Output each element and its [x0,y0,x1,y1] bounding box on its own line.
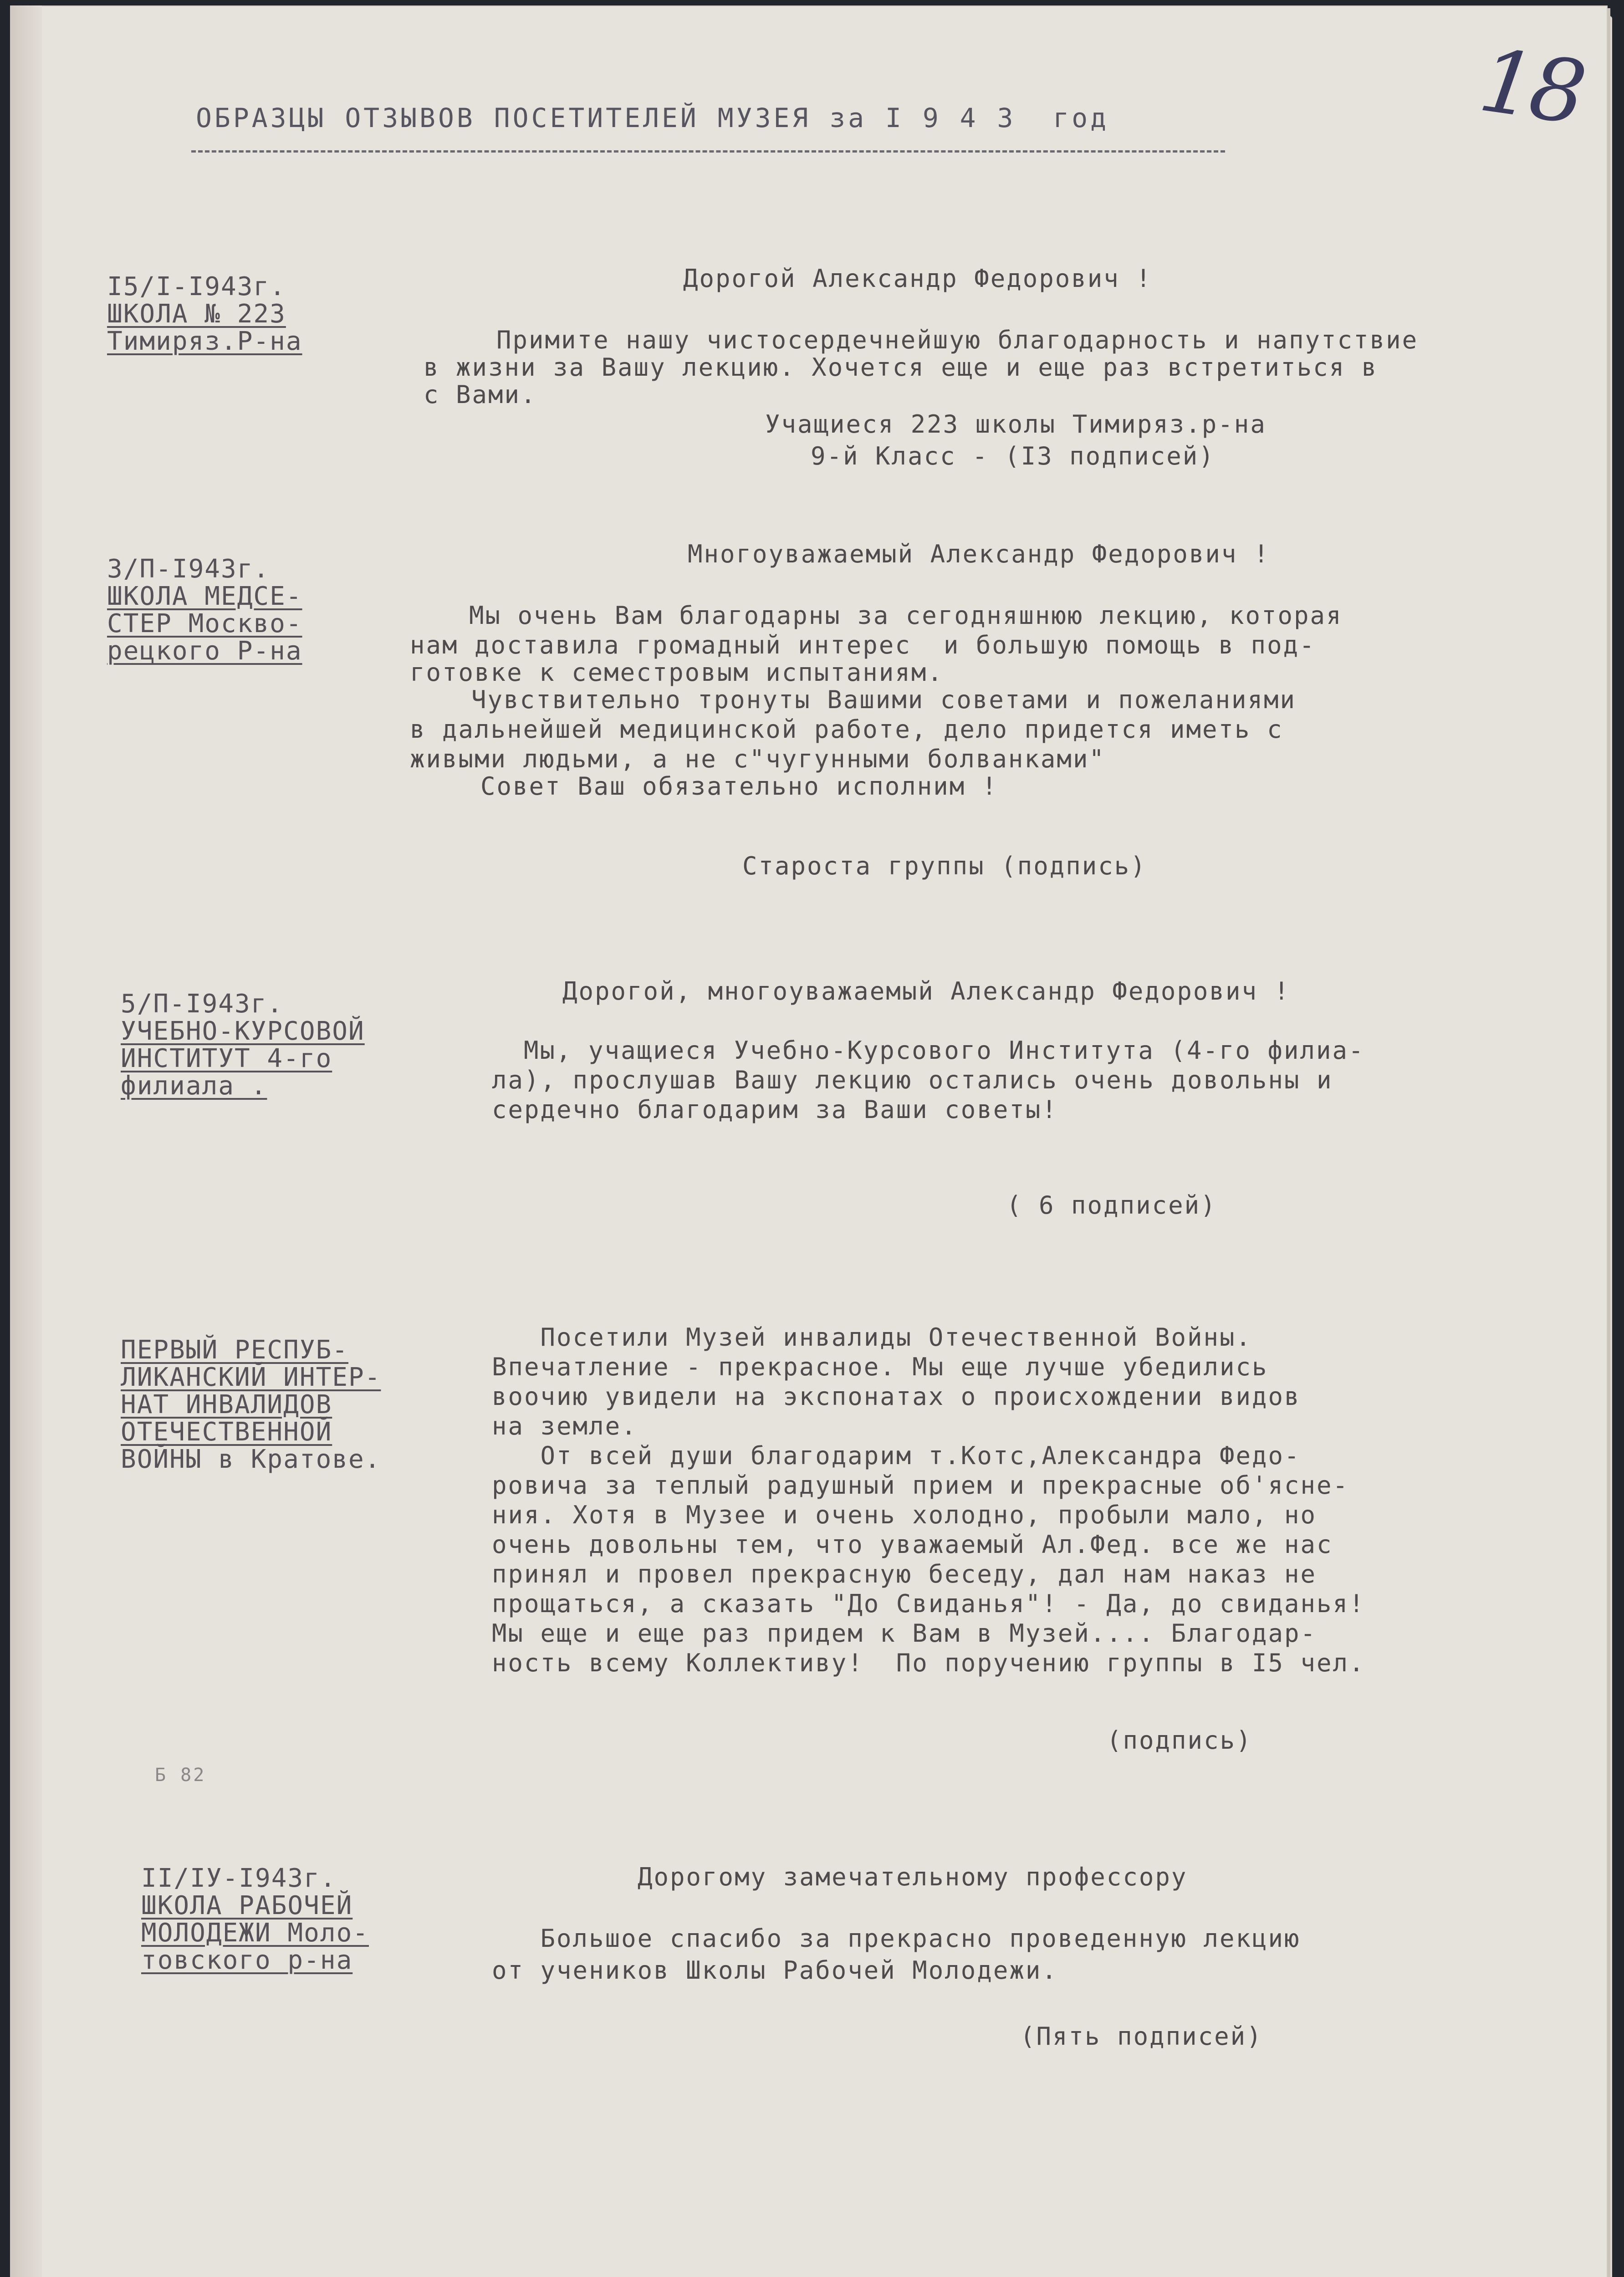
entry-origin-line: МОЛОДЕЖИ Моло- [141,1918,369,1948]
entry-body-line: Большое спасибо за прекрасно проведенную лекцию [492,1924,1301,1953]
entry-body-line: От всей души благодарим т.Котс,Александра Федо- [492,1441,1301,1470]
entry-body-line: прощаться, а сказать "До Свиданья"! - Да, до свиданья! [492,1589,1365,1618]
entry-origin-line: товского р-на [141,1945,353,1975]
entry-body-line: ровича за теплый радушный прием и прекрасные об'ясне- [492,1471,1349,1500]
entry-origin-line: ИНСТИТУТ 4-го [121,1044,332,1073]
entry-origin-line: СТЕР Москво- [107,609,302,638]
entry-origin-line: ПЕРВЫЙ РЕСПУБ- [121,1335,349,1365]
entry-body-line: сердечно благодарим за Ваши советы! [492,1095,1058,1124]
entry-date-origin [121,990,365,1100]
entry-body-line: нам доставила громадный интерес и большую помощь в под- [410,631,1316,659]
entry-signature-line: (Пять подписей) [1020,2022,1263,2051]
entry-body-line: принял и провел прекрасную беседу, дал нам наказ не [492,1560,1317,1588]
entry-body-line: готовке к семестровым испытаниям. [410,658,944,687]
entry-body-line: Мы, учащиеся Учебно-Курсового Института (4-го филиа- [524,1036,1365,1065]
archive-stamp: Б 82 [155,1765,206,1786]
entry-date: 3/П-I943г. [107,554,270,584]
entry-date: II/IУ-I943г. [141,1863,337,1893]
entry-date: 5/П-I943г. [121,989,284,1019]
entry-body-line: от учеников Школы Рабочей Молодежи. [492,1956,1058,1985]
entry-origin-line: ЛИКАНСКИЙ ИНТЕР- [121,1363,381,1392]
entry-origin-line: ОТЕЧЕСТВЕННОЙ [121,1417,332,1447]
entry-origin-line: ШКОЛА РАБОЧЕЙ [141,1891,353,1920]
entry-body-line: ния. Хотя в Музее и очень холодно, пробыли мало, но [492,1501,1317,1529]
entry-signature-line: 9-й Класс - (I3 подписей) [811,442,1215,470]
entry-body-line: живыми людьми, а не с"чугунными болванками" [410,745,1105,773]
entry-body-line: Посетили Музей инвалиды Отечественной Войны. [492,1323,1252,1352]
entry-salutation: Дорогой Александр Федорович ! [683,264,1152,293]
entry-date: I5/I-I943г. [107,272,286,301]
entry-body-line: ность всему Коллективу! По поручению группы в I5 чел. [492,1649,1365,1677]
entry-origin-line: ВОЙНЫ в Кратове. [121,1445,381,1474]
entry-body-line: Примите нашу чистосердечнейшую благодарность и напутствие [496,326,1419,354]
entry-signature-line: (подпись) [1107,1726,1252,1755]
entry-origin-line: НАТ ИНВАЛИДОВ [121,1390,332,1419]
entry-body-line: Чувствительно тронуты Вашими советами и пожеланиями [471,685,1297,714]
entry-signature-line: Староста группы (подпись) [742,852,1147,880]
entry-body-line: с Вами. [424,380,537,409]
entry-date-origin [107,556,302,665]
entry-origin-line: филиала . [121,1071,267,1101]
entry-body-line: воочию увидели на экспонатах о происхождении видов [492,1382,1301,1411]
entry-salutation: Многоуважаемый Александр Федорович ! [688,540,1270,568]
entry-body-line: Впечатление - прекрасное. Мы еще лучше убедились [492,1353,1268,1381]
entry-date-origin [107,273,302,355]
entry-origin-line: ШКОЛА № 223 [107,299,286,329]
entry-date-origin [141,1865,369,1974]
page-number: 18 [1473,30,1588,144]
entry-body-line: ла), прослушав Вашу лекцию остались очень довольны и [492,1066,1333,1094]
document-title: ОБРАЗЦЫ ОТЗЫВОВ ПОСЕТИТЕЛЕЙ МУЗЕЯ за I 9 4 3 год [196,102,1109,133]
entry-body-line: в жизни за Вашу лекцию. Хочется еще и еще раз встретиться в [424,353,1378,382]
entry-origin-line: рецкого Р-на [107,636,302,666]
entry-origin-line: УЧЕБНО-КУРСОВОЙ [121,1016,365,1046]
entry-body-line: Совет Ваш обязательно исполним ! [480,772,998,801]
entry-body-line: Мы еще и еще раз придем к Вам в Музей.... Благодар- [492,1619,1317,1648]
entry-origin-line: ШКОЛА МЕДСЕ- [107,582,302,611]
entry-body-line: Мы очень Вам благодарны за сегодняшнюю лекцию, которая [469,601,1343,630]
title-underline [191,150,1225,153]
entry-body-line: в дальнейшей медицинской работе, дело придется иметь с [410,715,1283,744]
entry-salutation: Дорогой, многоуважаемый Александр Федорович ! [562,977,1290,1006]
entry-body-line: на земле. [492,1412,638,1440]
entry-signature-line: Учащиеся 223 школы Тимиряз.р-на [765,410,1267,439]
entry-origin-line: Тимиряз.Р-на [107,327,302,356]
entry-date-origin [121,1337,381,1473]
entry-salutation: Дорогому замечательному профессору [638,1863,1188,1891]
entry-signature-line: ( 6 подписей) [1006,1191,1217,1220]
entry-body-line: очень довольны тем, что уважаемый Ал.Фед. все же нас [492,1530,1333,1559]
